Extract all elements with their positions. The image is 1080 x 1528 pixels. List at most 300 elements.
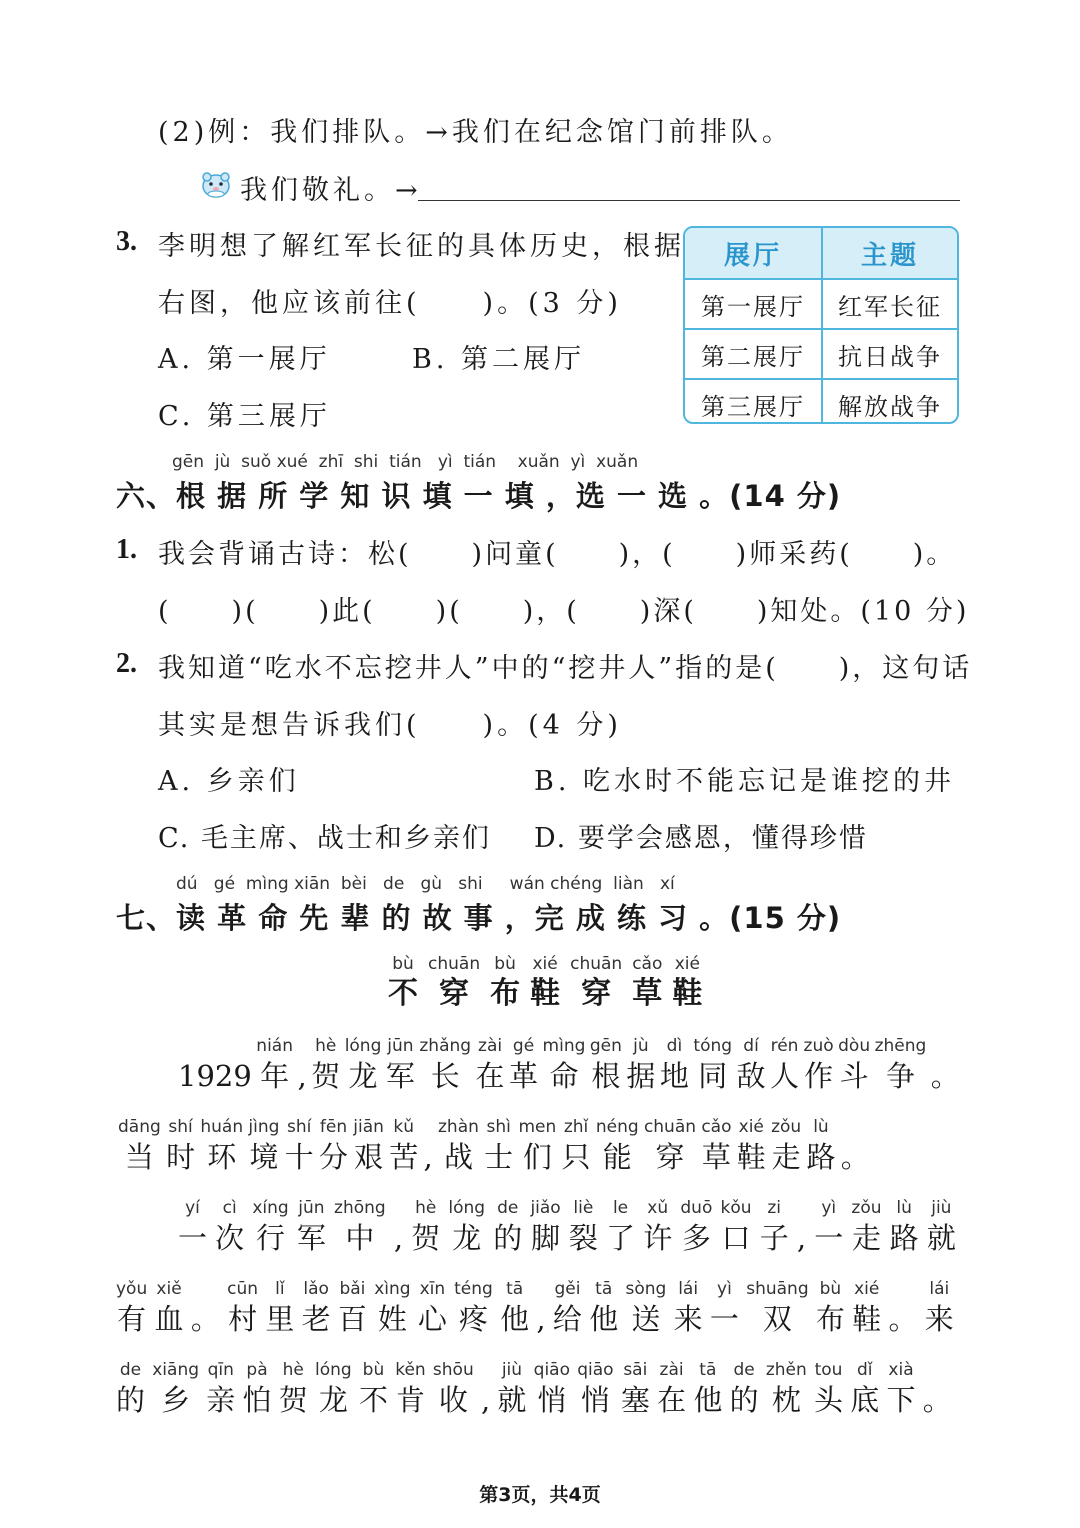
ruby-char [888, 1277, 917, 1337]
hanzi: 军 [385, 1059, 415, 1093]
pinyin: duō [680, 1198, 713, 1218]
hanzi: 分 [318, 1140, 348, 1174]
ruby-char [345, 1034, 382, 1094]
pinyin: yì [717, 1279, 732, 1299]
hanzi: 中 [345, 1221, 375, 1255]
hanzi: 苦 [389, 1140, 419, 1174]
hanzi: 肯 [395, 1383, 425, 1417]
ruby-char [721, 1196, 752, 1256]
pinyin: jūn [298, 1198, 325, 1218]
pinyin: zhǎng [419, 1036, 472, 1056]
ruby-char [490, 952, 520, 1012]
hanzi: , [796, 1221, 807, 1255]
pinyin: dì [666, 1036, 683, 1056]
hanzi: 有 [117, 1302, 147, 1336]
question-number: 1. [116, 534, 137, 565]
ruby-char [338, 1277, 367, 1337]
ruby-char [530, 952, 560, 1012]
table-row [685, 280, 957, 330]
ruby-char [814, 1196, 843, 1256]
story-line [116, 1277, 954, 1337]
pinyin: xíng [252, 1198, 289, 1218]
ruby-char [166, 1115, 195, 1175]
hamster-mascot-icon [200, 168, 232, 200]
hanzi: 战 [443, 1140, 473, 1174]
hanzi: 的 [729, 1383, 759, 1417]
question-text: 李明想了解红军长征的具体历史，根据 [158, 231, 685, 262]
ruby-char [760, 1196, 789, 1256]
ruby-char [577, 1358, 613, 1418]
ruby-char [518, 1115, 556, 1175]
ruby-char [746, 1277, 808, 1337]
pinyin: jìng [248, 1117, 280, 1137]
pinyin: kǔ [393, 1117, 415, 1137]
hanzi: 里 [265, 1302, 295, 1336]
pinyin: gěi [554, 1279, 581, 1299]
hanzi: 的 [116, 1383, 146, 1417]
hanzi: 路 [889, 1221, 919, 1255]
hanzi: 贺 [411, 1221, 441, 1255]
pinyin: rén [770, 1036, 799, 1056]
ruby-char [730, 1358, 759, 1418]
pinyin: yí [185, 1198, 200, 1218]
ruby-char [243, 1358, 272, 1418]
pinyin: dāng [118, 1117, 161, 1137]
option-c[interactable]: C. 第三展厅 [158, 401, 331, 432]
hanzi: 只 [561, 1140, 591, 1174]
pinyin: zài [478, 1036, 503, 1056]
hanzi: 鞋 [736, 1140, 766, 1174]
hanzi: 姓 [377, 1302, 407, 1336]
ruby-char [178, 1034, 252, 1094]
pinyin: qiāo [533, 1360, 571, 1380]
pinyin: de [497, 1198, 519, 1218]
hanzi: 血 [154, 1302, 184, 1336]
hanzi: 革 [509, 1059, 539, 1093]
pinyin: shōu [432, 1360, 474, 1380]
pinyin: tóng [693, 1036, 733, 1056]
pinyin: jù [633, 1036, 649, 1056]
ruby-char [927, 1196, 956, 1256]
hanzi: 给 [552, 1302, 582, 1336]
pinyin: xié [738, 1117, 764, 1137]
ruby-char [923, 1358, 952, 1418]
hanzi: 鞋 [672, 976, 703, 1011]
question-text: 我会背诵古诗：松( )问童( )，( )师采药( )。 [158, 539, 957, 570]
ruby-char [626, 1277, 667, 1337]
ruby-char [771, 1115, 801, 1175]
pinyin: sāi [623, 1360, 648, 1380]
hanzi: 来 [673, 1302, 703, 1336]
ruby-char [418, 1277, 447, 1337]
task-sentence: 我们敬礼。→ [240, 175, 422, 206]
ruby-char [285, 1115, 314, 1175]
ruby-char [737, 1034, 766, 1094]
pinyin: tou [814, 1360, 843, 1380]
pinyin: yì [821, 1198, 837, 1218]
ruby-char [411, 1196, 440, 1256]
ruby-char [621, 1358, 650, 1418]
ruby-char [814, 1358, 843, 1418]
hanzi: 裂 [568, 1221, 598, 1255]
ruby-char [509, 1034, 538, 1094]
pinyin: nián [256, 1036, 293, 1056]
ruby-char [155, 1277, 184, 1337]
option-c[interactable]: C. 毛主席、战士和乡亲们 [158, 823, 491, 854]
hanzi: 来 [924, 1302, 954, 1336]
exhibition-hall-table [683, 226, 959, 424]
section-title: 六、根 据 所 学 知 识 填 一 填 ，选 一 选 。(14 分) [116, 479, 842, 513]
question-text: 右图，他应该前往( )。(3 分) [158, 288, 622, 319]
story-line [178, 1034, 960, 1094]
pinyin: néng [595, 1117, 639, 1137]
ruby-char [311, 1034, 340, 1094]
hanzi: 穿 [439, 976, 470, 1011]
pinyin: tā [506, 1279, 524, 1299]
ruby-char [394, 1196, 403, 1256]
hanzi: 地 [659, 1059, 689, 1093]
pinyin: pà [246, 1360, 268, 1380]
pinyin: xié [532, 954, 558, 974]
hanzi: 们 [522, 1140, 552, 1174]
hanzi: 据 [626, 1059, 656, 1093]
ruby-char [438, 1115, 479, 1175]
pinyin: jiān [353, 1117, 384, 1137]
ruby-char [215, 1196, 244, 1256]
pinyin: tā [595, 1279, 613, 1299]
hanzi: 穿 [581, 976, 612, 1011]
ruby-char [632, 952, 662, 1012]
ruby-char [265, 1277, 294, 1337]
ruby-char [433, 1358, 474, 1418]
hanzi: 次 [215, 1221, 245, 1255]
pinyin: téng [454, 1279, 493, 1299]
ruby-char [118, 1115, 161, 1175]
pinyin: xiāng [152, 1360, 200, 1380]
ruby-char [596, 1115, 639, 1175]
pinyin: zhěn [765, 1360, 807, 1380]
hanzi: 龙 [348, 1059, 378, 1093]
hanzi: 脚 [531, 1221, 561, 1255]
hanzi: 村 [228, 1302, 258, 1336]
hanzi: 不 [388, 976, 418, 1011]
ruby-char [925, 1277, 954, 1337]
hanzi: , [423, 1140, 433, 1174]
pinyin: qiāo [577, 1360, 614, 1380]
hanzi: 长 [430, 1059, 460, 1093]
ruby-char [374, 1277, 410, 1337]
pinyin: xiě [156, 1279, 182, 1299]
question-number: 3. [116, 226, 137, 257]
pinyin: xìng [374, 1279, 411, 1299]
ruby-char [562, 1115, 591, 1175]
pinyin: lǐ [275, 1279, 285, 1299]
hanzi: 草 [701, 1140, 731, 1174]
hanzi: 走 [851, 1221, 881, 1255]
ruby-char [297, 1196, 326, 1256]
hanzi: 悄 [580, 1383, 610, 1417]
pinyin: dǐ [857, 1360, 873, 1380]
ruby-char [419, 1034, 471, 1094]
pinyin: lóng [344, 1036, 382, 1056]
pinyin: zhǐ [563, 1117, 589, 1137]
hanzi: 百 [337, 1302, 367, 1336]
ruby-char [448, 1196, 485, 1256]
table-row [685, 330, 957, 380]
ruby-char [852, 1277, 881, 1337]
ruby-char [200, 1115, 243, 1175]
pinyin: hè [415, 1198, 437, 1218]
hanzi: 双 [762, 1302, 792, 1336]
pinyin: xīn [419, 1279, 446, 1299]
hanzi: 鞋 [852, 1302, 882, 1336]
hanzi: 口 [721, 1221, 751, 1255]
ruby-char [227, 1277, 258, 1337]
hanzi: , [480, 1383, 491, 1417]
hanzi: 争 [885, 1059, 915, 1093]
ruby-char [252, 1196, 288, 1256]
hanzi: 头 [814, 1383, 844, 1417]
ruby-char [887, 1358, 916, 1418]
hanzi: 在 [475, 1059, 505, 1093]
question-text: ( )( )此( )( )，( )深( )知处。(10 分) [158, 596, 970, 627]
ruby-char [693, 1034, 732, 1094]
ruby-char [353, 1115, 384, 1175]
section-title: 七、读 革 命 先 辈 的 故 事 ，完 成 练 习 。(15 分) [116, 901, 842, 935]
hanzi: 。 [190, 1302, 220, 1336]
ruby-char [606, 1196, 635, 1256]
pinyin: fēn [319, 1117, 348, 1137]
hanzi: 一 [709, 1302, 739, 1336]
pinyin: xià [888, 1360, 914, 1380]
pinyin: le [612, 1198, 629, 1218]
hanzi: 时 [166, 1140, 196, 1174]
story-line [178, 1196, 956, 1256]
ruby-char [569, 1196, 598, 1256]
pinyin: lái [678, 1279, 699, 1299]
ruby-char [657, 1358, 686, 1418]
pinyin: bù [819, 1279, 842, 1299]
question-text: 其实是想告诉我们( )。(4 分) [158, 710, 622, 741]
ruby-char [152, 1358, 199, 1418]
pinyin: gēn [589, 1036, 622, 1056]
page-number: 第3页，共4页 [479, 1484, 601, 1506]
ruby-char [500, 1277, 529, 1337]
pinyin: chuān [428, 954, 481, 974]
pinyin: xié [854, 1279, 880, 1299]
pinyin: shí [287, 1117, 312, 1137]
option-a[interactable]: A. 第一展厅 [158, 344, 331, 375]
pinyin: liè [573, 1198, 594, 1218]
hanzi: 悄 [537, 1383, 567, 1417]
header-hall: 展厅 [685, 228, 823, 278]
ruby-char [737, 1115, 766, 1175]
ruby-char [643, 1196, 672, 1256]
ruby-char [476, 1034, 505, 1094]
ruby-char [766, 1358, 807, 1418]
section-pinyin: dú gé mìng xiān bèi de gù shi wán chéng liàn xí [176, 874, 675, 894]
ruby-char [116, 1277, 147, 1337]
table-cell: 第二展厅 [685, 330, 823, 378]
hanzi: , [297, 1059, 307, 1093]
ruby-char [279, 1358, 308, 1418]
hanzi: , [393, 1221, 404, 1255]
hanzi: 穿 [655, 1140, 685, 1174]
ruby-char [424, 1115, 433, 1175]
story-title [388, 952, 702, 1012]
ruby-char [191, 1277, 220, 1337]
pinyin: cǎo [632, 954, 663, 974]
ruby-char [256, 1034, 293, 1094]
pinyin: mìng [542, 1036, 586, 1056]
section-pinyin: gēn jù suǒ xué zhī shi tián yì tián xuǎn yì xuǎn [172, 452, 639, 472]
ruby-char [644, 1115, 696, 1175]
table-cell: 抗日战争 [838, 342, 942, 371]
ruby-char [890, 1196, 919, 1256]
option-a[interactable]: A. 乡亲们 [158, 766, 300, 797]
hanzi: 他 [589, 1302, 619, 1336]
hanzi: 作 [804, 1059, 834, 1093]
option-b[interactable]: B. 吃水时不能忘记是谁挖的井 [534, 766, 956, 797]
ruby-char [206, 1358, 235, 1418]
pinyin: hè [282, 1360, 304, 1380]
pinyin: chuān [570, 954, 623, 974]
hanzi: 。 [888, 1302, 918, 1336]
pinyin: zhēng [874, 1036, 927, 1056]
pinyin: gé [512, 1036, 535, 1056]
table-header [685, 228, 957, 280]
hanzi: 当 [124, 1140, 154, 1174]
hanzi: 草 [632, 976, 663, 1011]
pinyin: lù [813, 1117, 829, 1137]
pinyin: chuān [643, 1117, 697, 1137]
ruby-char [534, 1358, 570, 1418]
pinyin: jiù [931, 1198, 952, 1218]
hanzi: 敌 [736, 1059, 766, 1093]
hanzi: 命 [549, 1059, 579, 1093]
pinyin: jiù [501, 1360, 523, 1380]
pinyin: zài [659, 1360, 684, 1380]
pinyin: men [518, 1117, 557, 1137]
ruby-char [493, 1196, 522, 1256]
ruby-char [770, 1034, 799, 1094]
table-cell: 红军长征 [838, 292, 942, 321]
option-b[interactable]: B. 第二展厅 [412, 344, 586, 375]
ruby-char [428, 952, 480, 1012]
option-d[interactable]: D. 要学会感恩，懂得珍惜 [534, 823, 868, 854]
hanzi: 军 [296, 1221, 326, 1255]
hanzi: 1929 [178, 1059, 252, 1093]
hanzi: 艰 [354, 1140, 384, 1174]
ruby-char [590, 1034, 622, 1094]
hanzi: 了 [606, 1221, 636, 1255]
ruby-char [816, 1277, 845, 1337]
hanzi: 士 [484, 1140, 514, 1174]
ruby-char [454, 1277, 493, 1337]
pinyin: bù [362, 1360, 385, 1380]
hanzi: 就 [497, 1383, 527, 1417]
hanzi: 就 [926, 1221, 956, 1255]
pinyin: zi [767, 1198, 782, 1218]
pinyin: zuò [803, 1036, 834, 1056]
hanzi: 心 [417, 1302, 447, 1336]
ruby-char [481, 1358, 490, 1418]
ruby-char [851, 1196, 881, 1256]
ruby-char [389, 1115, 418, 1175]
ruby-char [660, 1034, 689, 1094]
hanzi: 龙 [318, 1383, 348, 1417]
hanzi: 同 [698, 1059, 728, 1093]
hanzi: , [536, 1302, 546, 1336]
ruby-char [484, 1115, 513, 1175]
ruby-char [497, 1358, 526, 1418]
hanzi: 布 [490, 976, 521, 1011]
ruby-char [319, 1115, 348, 1175]
pinyin: kǒu [720, 1198, 752, 1218]
hanzi: 塞 [620, 1383, 650, 1417]
hanzi: 亲 [206, 1383, 236, 1417]
hanzi: 根 [591, 1059, 621, 1093]
pinyin: de [733, 1360, 755, 1380]
ruby-char [315, 1358, 352, 1418]
ruby-char [297, 1034, 306, 1094]
question-text: 我知道“吃水不忘挖井人”中的“挖井人”指的是( )，这句话 [158, 653, 973, 684]
pinyin: bù [494, 954, 516, 974]
header-theme: 主题 [860, 240, 919, 271]
ruby-char [693, 1358, 722, 1418]
ruby-char [838, 1034, 870, 1094]
ruby-char [931, 1034, 960, 1094]
pinyin: lóng [315, 1360, 352, 1380]
ruby-char [680, 1196, 712, 1256]
hanzi: 鞋 [530, 976, 561, 1011]
ruby-char [804, 1034, 834, 1094]
table-cell: 第一展厅 [685, 280, 823, 328]
hanzi: 多 [681, 1221, 711, 1255]
pinyin: jūn [387, 1036, 414, 1056]
ruby-char [841, 1115, 870, 1175]
hanzi: 环 [207, 1140, 237, 1174]
hanzi: 下 [886, 1383, 916, 1417]
ruby-char [543, 1034, 586, 1094]
pinyin: lóng [448, 1198, 486, 1218]
table-cell: 解放战争 [838, 392, 942, 421]
hanzi: 送 [631, 1302, 661, 1336]
ruby-char [850, 1358, 879, 1418]
hanzi: 他 [500, 1302, 530, 1336]
hanzi: 行 [256, 1221, 286, 1255]
ruby-char [530, 1196, 560, 1256]
pinyin: bù [392, 954, 414, 974]
hanzi: 龙 [452, 1221, 482, 1255]
pinyin: cūn [227, 1279, 259, 1299]
hanzi: 年 [260, 1059, 290, 1093]
answer-blank-line[interactable] [418, 200, 960, 201]
ruby-char [388, 952, 418, 1012]
hanzi: 他 [693, 1383, 723, 1417]
hanzi: 的 [493, 1221, 523, 1255]
hanzi: 十 [284, 1140, 314, 1174]
pinyin: yǒu [116, 1279, 148, 1299]
hanzi: 境 [249, 1140, 279, 1174]
story-line [116, 1358, 952, 1418]
pinyin: cǎo [701, 1117, 732, 1137]
hanzi: 能 [602, 1140, 632, 1174]
pinyin: bǎi [339, 1279, 366, 1299]
hanzi: 子 [759, 1221, 789, 1255]
hanzi: 布 [815, 1302, 845, 1336]
pinyin: lǎo [303, 1279, 329, 1299]
